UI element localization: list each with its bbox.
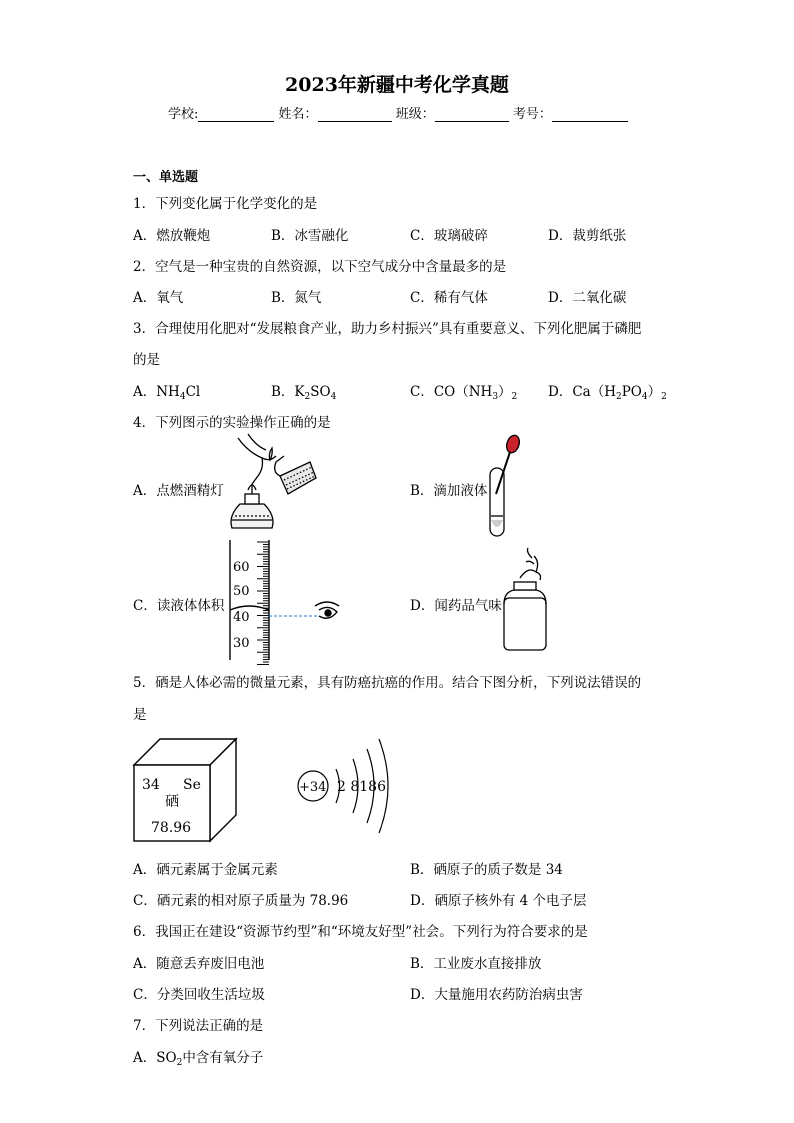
exam-number-field[interactable] bbox=[552, 107, 628, 122]
tick-label-30: 30 bbox=[233, 636, 250, 651]
tick-label-40: 40 bbox=[233, 610, 250, 625]
number-label: 考号： bbox=[512, 107, 552, 122]
electron-shell-counts: 2 8186 bbox=[337, 779, 386, 795]
student-info-row bbox=[168, 103, 628, 122]
section-title: 一、单选题 bbox=[133, 170, 199, 185]
q3-option-b[interactable]: B．$K_2SO_4$ bbox=[271, 384, 337, 402]
q7-stem: 7．下列说法正确的是 bbox=[133, 1018, 264, 1034]
dropper-test-tube-icon bbox=[484, 432, 534, 540]
alcohol-lamp-icon bbox=[218, 432, 333, 540]
class-label: 班级： bbox=[395, 107, 435, 122]
q4-option-a[interactable]: A．点燃酒精灯 bbox=[133, 483, 224, 499]
q2-option-d[interactable]: D．二氧化碳 bbox=[548, 290, 627, 306]
q1-option-a[interactable]: A．燃放鞭炮 bbox=[133, 228, 211, 244]
q1-option-c[interactable]: C．玻璃破碎 bbox=[410, 228, 488, 244]
q1-option-d[interactable]: D．裁剪纸张 bbox=[548, 228, 627, 244]
name-label: 姓名： bbox=[278, 107, 318, 122]
q5-stem-line1: 5．硒是人体必需的微量元素，具有防癌抗癌的作用。结合下图分析，下列说法错误的 bbox=[133, 675, 642, 691]
q6-option-b[interactable]: B．工业废水直接排放 bbox=[410, 956, 542, 972]
element-card-selenium bbox=[130, 735, 240, 845]
q5-option-b[interactable]: B．硒原子的质子数是 34 bbox=[410, 862, 563, 878]
element-name: 硒 bbox=[165, 794, 179, 810]
page-title: 2023年新疆中考化学真题 bbox=[285, 74, 509, 96]
q5-option-c[interactable]: C．硒元素的相对原子质量为 78.96 bbox=[133, 893, 349, 909]
q5-stem-line2: 是 bbox=[133, 707, 147, 723]
q4-option-d[interactable]: D．闻药品气味 bbox=[410, 598, 502, 614]
element-atomic-number: 34 bbox=[142, 777, 160, 793]
q4-option-c[interactable]: C．读液体体积 bbox=[133, 598, 225, 614]
tick-label-50: 50 bbox=[233, 584, 250, 599]
q3-stem-line2: 的是 bbox=[133, 352, 160, 368]
q2-option-b[interactable]: B．氮气 bbox=[271, 290, 322, 306]
q5-option-a[interactable]: A．硒元素属于金属元素 bbox=[133, 862, 278, 878]
q2-option-a[interactable]: A．氧气 bbox=[133, 290, 184, 306]
graduated-cylinder-icon bbox=[225, 540, 350, 662]
q2-stem: 2．空气是一种宝贵的自然资源，以下空气成分中含量最多的是 bbox=[133, 259, 507, 275]
tick-label-60: 60 bbox=[233, 560, 250, 575]
q3-option-a[interactable]: A．$NH_4Cl$ bbox=[133, 384, 201, 402]
element-atomic-mass: 78.96 bbox=[151, 820, 192, 836]
q1-stem: 1．下列变化属于化学变化的是 bbox=[133, 196, 318, 212]
q7-option-a[interactable]: A．$SO_2$中含有氧分子 bbox=[133, 1050, 264, 1068]
q3-stem-line1: 3．合理使用化肥对“发展粮食产业，助力乡村振兴”具有重要意义、下列化肥属于磷肥 bbox=[133, 321, 642, 337]
school-label: 学校: bbox=[168, 107, 199, 122]
q6-option-d[interactable]: D．大量施用农药防治病虫害 bbox=[410, 987, 583, 1003]
atomic-structure-diagram bbox=[295, 735, 405, 845]
element-symbol: Se bbox=[183, 777, 201, 793]
reagent-bottle-icon bbox=[496, 548, 558, 652]
q6-option-a[interactable]: A．随意丢弃废旧电池 bbox=[133, 956, 265, 972]
q4-option-b[interactable]: B．滴加液体 bbox=[410, 483, 488, 499]
q4-stem: 4．下列图示的实验操作正确的是 bbox=[133, 415, 331, 431]
q3-option-c[interactable]: C．$CO(NH_3)_2$ bbox=[410, 384, 518, 402]
q6-stem: 6．我国正在建设“资源节约型”和“环境友好型”社会。下列行为符合要求的是 bbox=[133, 924, 588, 940]
q6-option-c[interactable]: C．分类回收生活垃圾 bbox=[133, 987, 265, 1003]
q1-option-b[interactable]: B．冰雪融化 bbox=[271, 228, 349, 244]
q2-option-c[interactable]: C．稀有气体 bbox=[410, 290, 488, 306]
q3-option-d[interactable]: D．$Ca(H_2PO_4)_2$ bbox=[548, 384, 667, 402]
nucleus-charge: +34 bbox=[299, 780, 327, 795]
q5-option-d[interactable]: D．硒原子核外有 4 个电子层 bbox=[410, 893, 587, 909]
school-field[interactable] bbox=[198, 107, 274, 122]
class-field[interactable] bbox=[435, 107, 509, 122]
name-field[interactable] bbox=[318, 107, 392, 122]
